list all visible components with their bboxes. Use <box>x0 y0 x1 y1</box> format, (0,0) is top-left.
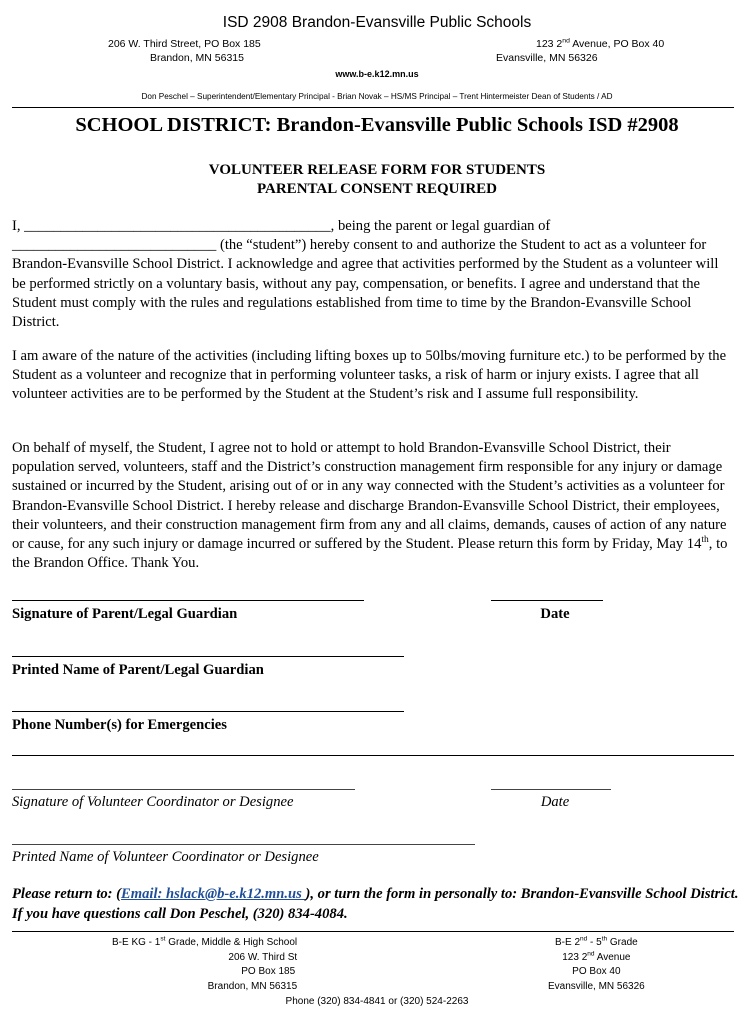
evansville-footer-line1: B-E 2nd - 5th Grade <box>555 935 638 948</box>
brandon-address-line1: 206 W. Third Street, PO Box 185 <box>108 38 261 50</box>
brandon-footer-line4: Brandon, MN 56315 <box>207 980 298 992</box>
evansville-footer-line2: 123 2nd Avenue <box>562 950 631 963</box>
footer-rule <box>12 931 734 932</box>
coordinator-printed-name-label: Printed Name of Volunteer Coordinator or Designee <box>12 849 319 865</box>
staff-line: Don Peschel – Superintendent/Elementary Principal - Brian Novak – HS/MS Principal – Trent Hintermeister Dean of Students / AD <box>141 92 613 101</box>
return-instructions: Please return to: (Email: hslack@b-e.k12.mn.us ), or turn the form in personally to: Brandon-Evansville School District. If you have questions call Don Peschel, (320) 834-4084. <box>12 886 739 922</box>
parent-printed-name-line[interactable] <box>12 656 404 657</box>
evansville-footer <box>548 936 645 994</box>
district-website: www.b-e.k12.mn.us <box>335 69 419 79</box>
section-divider <box>12 755 734 756</box>
release-paragraph: On behalf of myself, the Student, I agree not to hold or attempt to hold Brandon-Evansville School District, their population served, volunteers, staff and the District’s construction management firm responsible for any injury or damage sustained or incurred by the Student, arising out of or in any way connected with the Student’s activities as a volunteer for Brandon-Evansville School District. I hereby release and discharge Brandon-Evansville School District, their employees, their volunteers, and their construction management firm from any and all claims, demands, causes of action of any nature or cause, for any such injury or damage incurred or suffered by the Student. Please return this form by Friday, May 14th, to the Brandon Office. Thank You. <box>12 440 728 572</box>
form-title: VOLUNTEER RELEASE FORM FOR STUDENTS <box>208 162 546 178</box>
parent-signature-label: Signature of Parent/Legal Guardian <box>12 606 238 622</box>
coordinator-printed-name-line[interactable] <box>12 844 475 845</box>
risk-paragraph: I am aware of the nature of the activities (including lifting boxes up to 50lbs/moving furniture etc.) to be performed by the Student as a volunteer and recognize that in performing volunteer tasks, a risk of harm or injury exists. I agree that all volunteer activities are to be performed by the Student at the Student’s risk and I assume full responsibility. <box>12 348 727 403</box>
parent-date-line[interactable] <box>491 600 603 601</box>
coordinator-signature-label: Signature of Volunteer Coordinator or Designee <box>12 794 294 810</box>
form-subtitle: PARENTAL CONSENT REQUIRED <box>256 181 498 197</box>
evansville-address-line1: 123 2nd Avenue, PO Box 40 <box>536 37 665 50</box>
student-name-blank[interactable]: ____________________________ <box>12 237 217 254</box>
coordinator-date-label: Date <box>540 794 570 810</box>
coordinator-signature-line[interactable] <box>12 789 355 790</box>
evansville-footer-line3: PO Box 40 <box>572 966 621 977</box>
brandon-footer <box>112 936 297 994</box>
parent-printed-name-label: Printed Name of Parent/Legal Guardian <box>12 662 264 678</box>
parent-name-blank[interactable]: __________________________________________ <box>24 218 331 234</box>
district-title: SCHOOL DISTRICT: Brandon-Evansville Public Schools ISD #2908 <box>75 114 679 136</box>
brandon-footer-line3: PO Box 185 <box>241 966 296 977</box>
evansville-address-line2: Evansville, MN 56326 <box>496 52 598 64</box>
parent-date-label: Date <box>540 606 570 622</box>
coordinator-date-line[interactable] <box>491 789 611 790</box>
brandon-footer-line2: 206 W. Third St <box>228 951 298 963</box>
letterhead-title: ISD 2908 Brandon-Evansville Public Schools <box>222 14 532 31</box>
brandon-address <box>108 37 261 65</box>
phone-line[interactable] <box>12 711 404 712</box>
evansville-footer-line4: Evansville, MN 56326 <box>548 980 645 992</box>
header-rule <box>12 107 734 108</box>
evansville-address <box>496 37 664 65</box>
brandon-address-line2: Brandon, MN 56315 <box>150 52 244 64</box>
parent-signature-line[interactable] <box>12 600 364 601</box>
consent-paragraph: I, __________________________________________, being the parent or legal guardian of ____________________________ (the “student”) hereby consent to and authorize the Student to act as a volunteer for Brandon-Evansville School District. I acknowledge and agree that activities performed by the Student as a volunteer will be performed strictly on a voluntary basis, without any pay, compensation, or benefits. I agree and understand that the Student must comply with the rules and regulations established from time to time by the Brandon-Evansville School District. <box>12 218 719 331</box>
phone-label: Phone Number(s) for Emergencies <box>12 717 227 733</box>
footer-phone: Phone (320) 834-4841 or (320) 524-2263 <box>285 996 469 1007</box>
email-link[interactable]: Email: hslack@b-e.k12.mn.us <box>121 886 306 902</box>
brandon-footer-line1: B-E KG - 1st Grade, Middle & High School <box>112 935 298 948</box>
